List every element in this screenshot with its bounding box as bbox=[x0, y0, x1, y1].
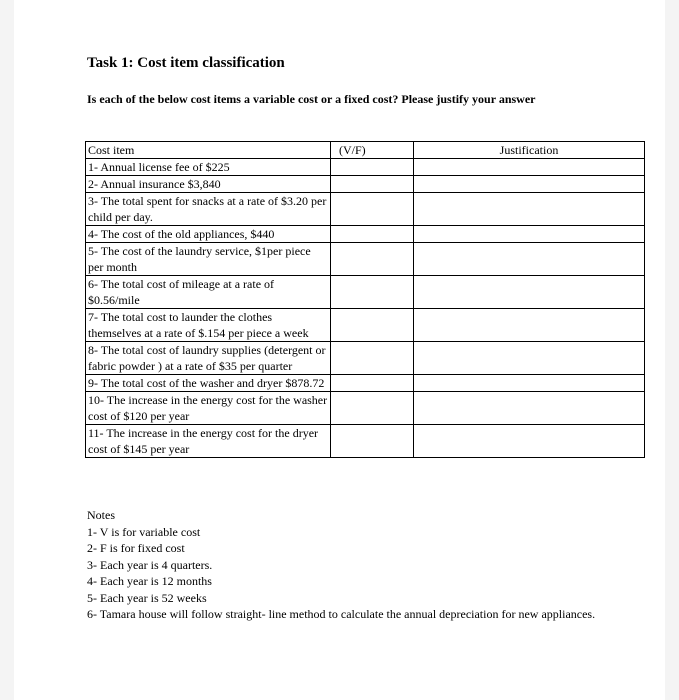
table-row bbox=[86, 243, 645, 276]
justification-cell[interactable] bbox=[414, 226, 645, 243]
justification-cell[interactable] bbox=[414, 375, 645, 392]
vf-cell[interactable] bbox=[331, 243, 414, 276]
vf-cell[interactable] bbox=[331, 176, 414, 193]
cost-item-cell: 9- The total cost of the washer and dryer $878.72 bbox=[86, 375, 331, 392]
cost-item-cell: 11- The increase in the energy cost for the dryer cost of $145 per year bbox=[86, 425, 331, 458]
table-row bbox=[86, 375, 645, 392]
table-row bbox=[86, 176, 645, 193]
vf-cell[interactable] bbox=[331, 425, 414, 458]
vf-cell[interactable] bbox=[331, 226, 414, 243]
cost-item-cell: 8- The total cost of laundry supplies (detergent or fabric powder ) at a rate of $35 per quarter bbox=[86, 342, 331, 375]
table-row bbox=[86, 342, 645, 375]
cost-item-cell: 3- The total spent for snacks at a rate of $3.20 per child per day. bbox=[86, 193, 331, 226]
notes-heading: Notes bbox=[87, 508, 115, 522]
task-title: Task 1: Cost item classification bbox=[87, 55, 285, 71]
justification-cell[interactable] bbox=[414, 309, 645, 342]
justification-cell[interactable] bbox=[414, 243, 645, 276]
justification-cell[interactable] bbox=[414, 425, 645, 458]
cost-classification-table bbox=[85, 141, 645, 458]
table-body bbox=[86, 159, 645, 458]
vf-cell[interactable] bbox=[331, 276, 414, 309]
table-row bbox=[86, 159, 645, 176]
vf-cell[interactable] bbox=[331, 159, 414, 176]
table-row bbox=[86, 226, 645, 243]
note-item: 4- Each year is 12 months bbox=[87, 574, 212, 588]
cost-item-cell: 5- The cost of the laundry service, $1per piece per month bbox=[86, 243, 331, 276]
note-item: 3- Each year is 4 quarters. bbox=[87, 557, 213, 572]
header-vf: (V/F) bbox=[331, 142, 414, 159]
justification-cell[interactable] bbox=[414, 276, 645, 309]
vf-cell[interactable] bbox=[331, 309, 414, 342]
justification-cell[interactable] bbox=[414, 159, 645, 176]
justification-cell[interactable] bbox=[414, 342, 645, 375]
note-item: 2- F is for fixed cost bbox=[87, 541, 185, 555]
cost-item-cell: 7- The total cost to launder the clothes themselves at a rate of $.154 per piece a week bbox=[86, 309, 331, 342]
justification-cell[interactable] bbox=[414, 176, 645, 193]
justification-cell[interactable] bbox=[414, 193, 645, 226]
header-cost-item: Cost item bbox=[86, 142, 331, 159]
cost-item-cell: 2- Annual insurance $3,840 bbox=[86, 176, 331, 193]
note-item: 6- Tamara house will follow straight- line method to calculate the annual depreciation for new appliances. bbox=[87, 607, 596, 621]
table-row bbox=[86, 392, 645, 425]
vf-cell[interactable] bbox=[331, 392, 414, 425]
justification-cell[interactable] bbox=[414, 392, 645, 425]
table-header-row bbox=[86, 142, 645, 159]
cost-item-cell: 4- The cost of the old appliances, $440 bbox=[86, 226, 331, 243]
notes-section bbox=[87, 507, 617, 623]
vf-cell[interactable] bbox=[331, 342, 414, 375]
table-row bbox=[86, 309, 645, 342]
header-justification: Justification bbox=[414, 142, 645, 159]
note-item: 5- Each year is 52 weeks bbox=[87, 590, 207, 605]
cost-item-cell: 10- The increase in the energy cost for the washer cost of $120 per year bbox=[86, 392, 331, 425]
note-item: 1- V is for variable cost bbox=[87, 524, 201, 539]
cost-item-cell: 1- Annual license fee of $225 bbox=[86, 159, 331, 176]
table-row bbox=[86, 276, 645, 309]
cost-item-cell: 6- The total cost of mileage at a rate of $0.56/mile bbox=[86, 276, 331, 309]
table-row bbox=[86, 193, 645, 226]
table-row bbox=[86, 425, 645, 458]
task-question: Is each of the below cost items a variable cost or a fixed cost? Please justify your answer bbox=[87, 92, 536, 106]
vf-cell[interactable] bbox=[331, 375, 414, 392]
vf-cell[interactable] bbox=[331, 193, 414, 226]
